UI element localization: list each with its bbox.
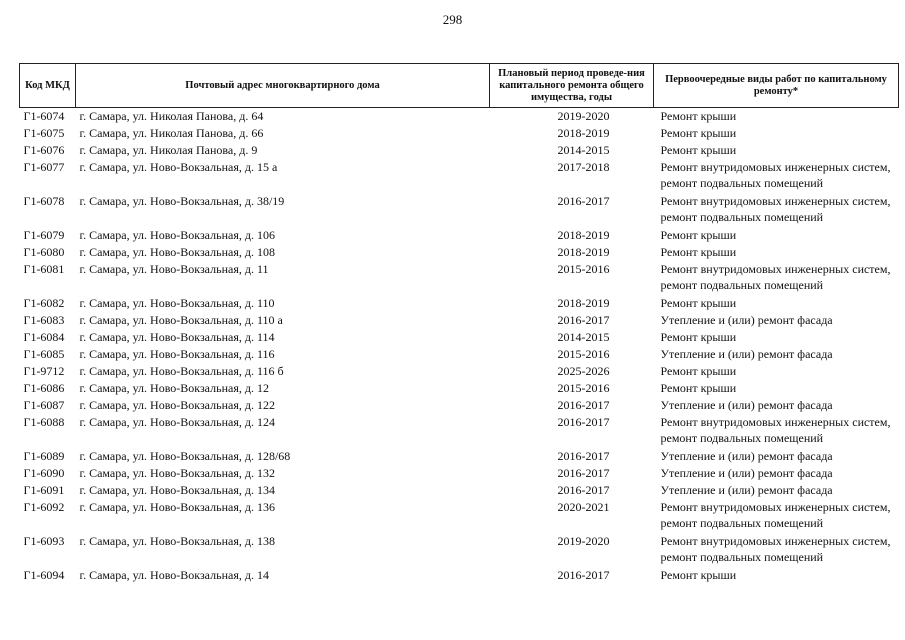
table-body xyxy=(20,108,899,585)
cell-address: г. Самара, ул. Ново-Вокзальная, д. 38/19 xyxy=(79,194,285,208)
cell-works: Ремонт крыши xyxy=(660,228,737,242)
table-row xyxy=(20,261,899,295)
table-row xyxy=(20,125,899,142)
cell-code: Г1-6078 xyxy=(23,194,65,208)
cell-address: г. Самара, ул. Николая Панова, д. 64 xyxy=(79,109,264,123)
cell-period: 2019-2020 xyxy=(557,534,610,548)
cell-code: Г1-6085 xyxy=(23,347,65,361)
cell-code: Г1-6074 xyxy=(23,109,65,123)
cell-code: Г1-6083 xyxy=(23,313,65,327)
cell-code: Г1-6076 xyxy=(23,143,65,157)
table-row xyxy=(20,108,899,126)
table-row xyxy=(20,567,899,584)
table-header xyxy=(20,64,899,108)
table-row xyxy=(20,533,899,567)
table-row xyxy=(20,414,899,448)
cell-code: Г1-6086 xyxy=(23,381,65,395)
cell-works: Ремонт внутридомовых инженерных систем, ремонт подвальных помещений xyxy=(660,194,891,224)
cell-code: Г1-6093 xyxy=(23,534,65,548)
cell-period: 2018-2019 xyxy=(557,296,610,310)
cell-period: 2016-2017 xyxy=(557,483,610,497)
cell-address: г. Самара, ул. Ново-Вокзальная, д. 116 xyxy=(79,347,275,361)
capital-repair-table xyxy=(19,63,899,584)
cell-period: 2016-2017 xyxy=(557,313,610,327)
cell-code: Г1-6079 xyxy=(23,228,65,242)
cell-period: 2015-2016 xyxy=(557,381,610,395)
cell-address: г. Самара, ул. Ново-Вокзальная, д. 14 xyxy=(79,568,269,582)
cell-works: Ремонт крыши xyxy=(660,126,737,140)
table-row xyxy=(20,142,899,159)
cell-address: г. Самара, ул. Ново-Вокзальная, д. 15 а xyxy=(79,160,278,174)
cell-code: Г1-6092 xyxy=(23,500,65,514)
cell-code: Г1-6094 xyxy=(23,568,65,582)
cell-address: г. Самара, ул. Николая Панова, д. 66 xyxy=(79,126,264,140)
cell-code: Г1-6081 xyxy=(23,262,65,276)
table-row xyxy=(20,227,899,244)
cell-period: 2018-2019 xyxy=(557,245,610,259)
cell-address: г. Самара, ул. Ново-Вокзальная, д. 11 xyxy=(79,262,269,276)
cell-works: Утепление и (или) ремонт фасада xyxy=(660,466,833,480)
cell-works: Утепление и (или) ремонт фасада xyxy=(660,449,833,463)
cell-period: 2017-2018 xyxy=(557,160,610,174)
table-row xyxy=(20,397,899,414)
cell-works: Ремонт крыши xyxy=(660,330,737,344)
table-row xyxy=(20,363,899,380)
header-code: Код МКД xyxy=(20,64,76,108)
table-row xyxy=(20,329,899,346)
cell-address: г. Самара, ул. Ново-Вокзальная, д. 116 б xyxy=(79,364,284,378)
table-row xyxy=(20,346,899,363)
cell-address: г. Самара, ул. Ново-Вокзальная, д. 124 xyxy=(79,415,275,429)
cell-works: Ремонт крыши xyxy=(660,245,737,259)
cell-works: Утепление и (или) ремонт фасада xyxy=(660,483,833,497)
cell-works: Ремонт крыши xyxy=(660,296,737,310)
cell-code: Г1-6087 xyxy=(23,398,65,412)
cell-period: 2025-2026 xyxy=(557,364,610,378)
cell-address: г. Самара, ул. Николая Панова, д. 9 xyxy=(79,143,258,157)
cell-address: г. Самара, ул. Ново-Вокзальная, д. 134 xyxy=(79,483,275,497)
cell-period: 2018-2019 xyxy=(557,228,610,242)
header-address: Почтовый адрес многоквартирного дома xyxy=(76,64,490,108)
cell-code: Г1-6080 xyxy=(23,245,65,259)
cell-works: Утепление и (или) ремонт фасада xyxy=(660,398,833,412)
cell-code: Г1-9712 xyxy=(23,364,65,378)
cell-works: Ремонт крыши xyxy=(660,568,737,582)
header-works: Первоочередные виды работ по капитальному ремонту* xyxy=(654,64,899,108)
cell-period: 2015-2016 xyxy=(557,262,610,276)
cell-address: г. Самара, ул. Ново-Вокзальная, д. 106 xyxy=(79,228,275,242)
table-row xyxy=(20,244,899,261)
cell-address: г. Самара, ул. Ново-Вокзальная, д. 114 xyxy=(79,330,275,344)
cell-code: Г1-6090 xyxy=(23,466,65,480)
page-number: 298 xyxy=(442,12,463,27)
table-row xyxy=(20,448,899,465)
table-row xyxy=(20,193,899,227)
cell-period: 2015-2016 xyxy=(557,347,610,361)
cell-address: г. Самара, ул. Ново-Вокзальная, д. 138 xyxy=(79,534,275,548)
table-row xyxy=(20,482,899,499)
table-row xyxy=(20,159,899,193)
cell-code: Г1-6088 xyxy=(23,415,65,429)
table-row xyxy=(20,465,899,482)
table-row xyxy=(20,312,899,329)
cell-period: 2020-2021 xyxy=(557,500,610,514)
cell-code: Г1-6077 xyxy=(23,160,65,174)
header-period: Плановый период проведе-ния капитального ремонта общего имущества, годы xyxy=(490,64,654,108)
cell-address: г. Самара, ул. Ново-Вокзальная, д. 128/68 xyxy=(79,449,291,463)
cell-address: г. Самара, ул. Ново-Вокзальная, д. 132 xyxy=(79,466,275,480)
table-row xyxy=(20,380,899,397)
cell-works: Ремонт внутридомовых инженерных систем, ремонт подвальных помещений xyxy=(660,160,891,190)
cell-address: г. Самара, ул. Ново-Вокзальная, д. 122 xyxy=(79,398,275,412)
cell-address: г. Самара, ул. Ново-Вокзальная, д. 136 xyxy=(79,500,275,514)
cell-code: Г1-6089 xyxy=(23,449,65,463)
cell-works: Утепление и (или) ремонт фасада xyxy=(660,313,833,327)
table-row xyxy=(20,499,899,533)
cell-period: 2016-2017 xyxy=(557,194,610,208)
cell-works: Утепление и (или) ремонт фасада xyxy=(660,347,833,361)
cell-works: Ремонт внутридомовых инженерных систем, ремонт подвальных помещений xyxy=(660,500,891,530)
cell-period: 2016-2017 xyxy=(557,449,610,463)
cell-period: 2018-2019 xyxy=(557,126,610,140)
cell-code: Г1-6075 xyxy=(23,126,65,140)
cell-works: Ремонт крыши xyxy=(660,381,737,395)
cell-address: г. Самара, ул. Ново-Вокзальная, д. 12 xyxy=(79,381,269,395)
cell-code: Г1-6082 xyxy=(23,296,65,310)
cell-address: г. Самара, ул. Ново-Вокзальная, д. 110 а xyxy=(79,313,283,327)
cell-works: Ремонт крыши xyxy=(660,143,737,157)
cell-works: Ремонт внутридомовых инженерных систем, ремонт подвальных помещений xyxy=(660,262,891,292)
table-row xyxy=(20,295,899,312)
cell-period: 2016-2017 xyxy=(557,466,610,480)
cell-period: 2019-2020 xyxy=(557,109,610,123)
cell-period: 2016-2017 xyxy=(557,415,610,429)
cell-works: Ремонт внутридомовых инженерных систем, ремонт подвальных помещений xyxy=(660,415,891,445)
cell-period: 2014-2015 xyxy=(557,143,610,157)
cell-address: г. Самара, ул. Ново-Вокзальная, д. 108 xyxy=(79,245,275,259)
cell-code: Г1-6091 xyxy=(23,483,65,497)
cell-works: Ремонт крыши xyxy=(660,109,737,123)
cell-address: г. Самара, ул. Ново-Вокзальная, д. 110 xyxy=(79,296,275,310)
cell-period: 2016-2017 xyxy=(557,398,610,412)
cell-works: Ремонт внутридомовых инженерных систем, ремонт подвальных помещений xyxy=(660,534,891,564)
cell-code: Г1-6084 xyxy=(23,330,65,344)
cell-works: Ремонт крыши xyxy=(660,364,737,378)
cell-period: 2014-2015 xyxy=(557,330,610,344)
cell-period: 2016-2017 xyxy=(557,568,610,582)
